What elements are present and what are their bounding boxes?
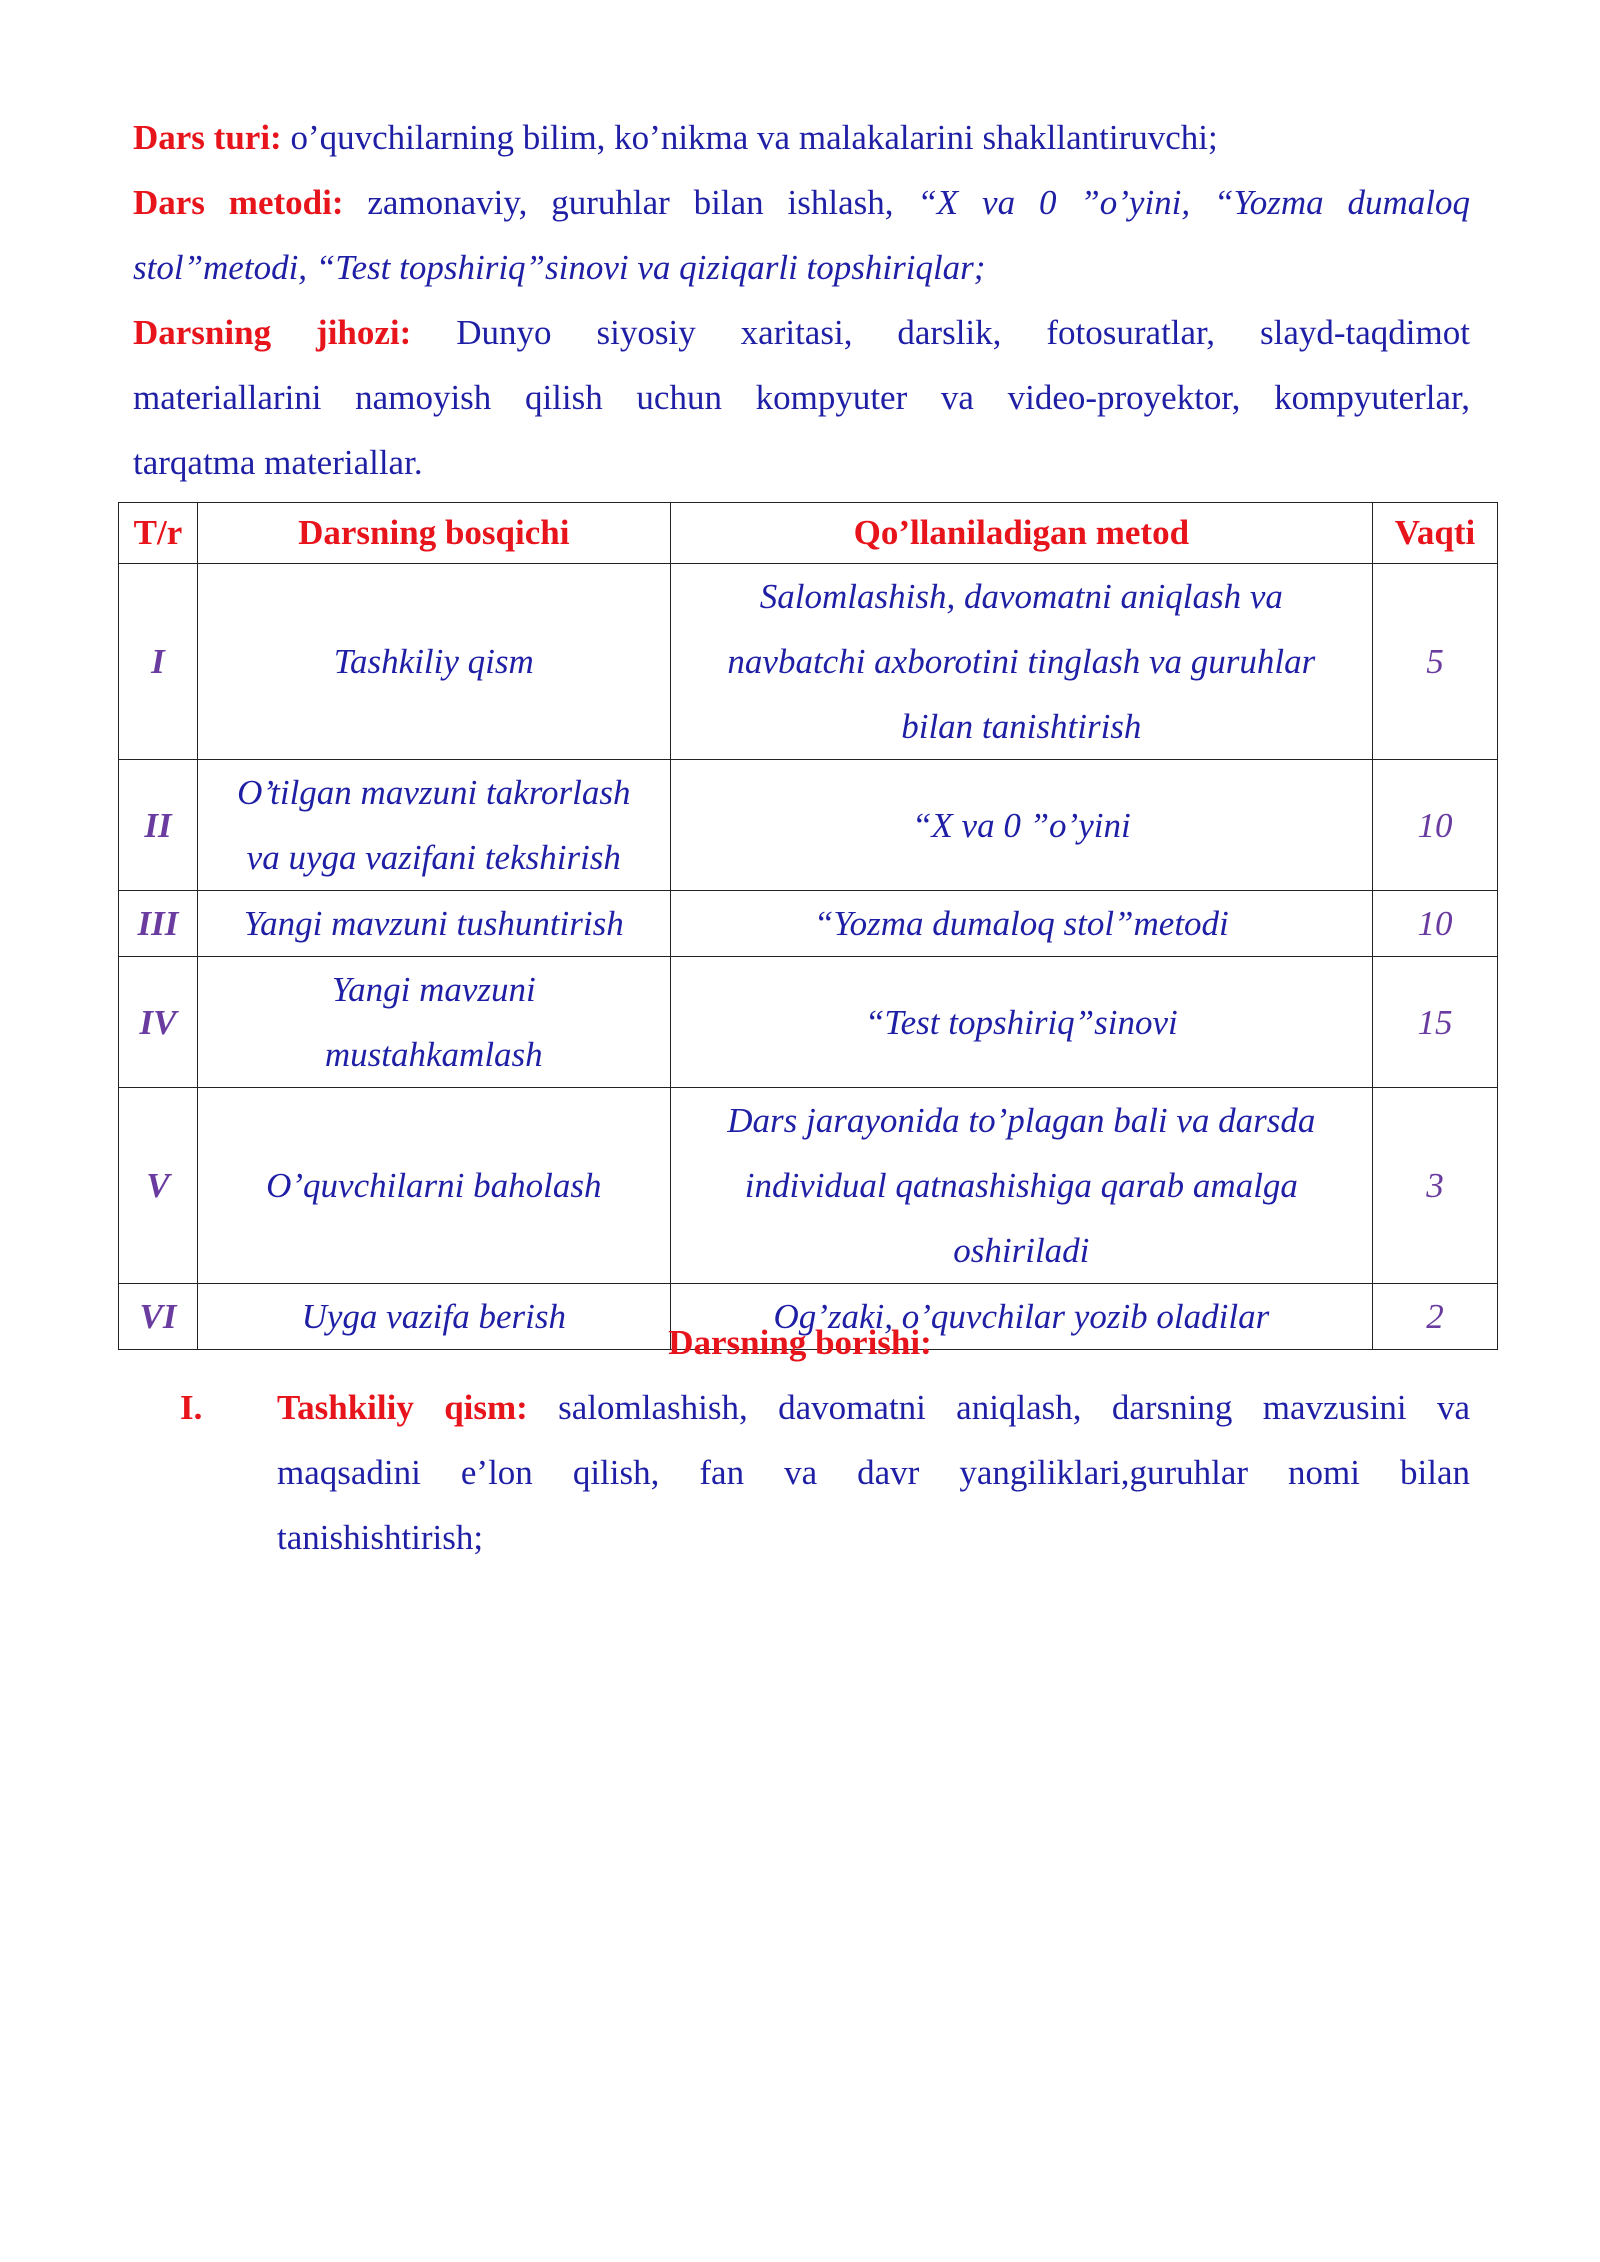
row-stage bbox=[197, 564, 670, 760]
method-line: Og’zaki, o’quvchilar yozib oladilar bbox=[773, 1297, 1270, 1336]
stage-line: O’quvchilarni baholash bbox=[266, 1166, 602, 1205]
equipment-text-1: Dunyo siyosiy xaritasi, darslik, fotosuratlar, slayd-taqdimot bbox=[411, 313, 1470, 352]
row-number: III bbox=[119, 891, 198, 957]
row-time: 15 bbox=[1373, 957, 1498, 1088]
method-line: “X va 0 ”o’yini bbox=[911, 805, 1131, 845]
row-number: IV bbox=[119, 957, 198, 1088]
method-text: zamonaviy, guruhlar bilan ishlash, bbox=[343, 183, 918, 222]
item-label: Tashkiliy qism: bbox=[277, 1388, 528, 1427]
row-time: 3 bbox=[1373, 1088, 1498, 1284]
method-line: navbatchi axborotini tinglash va guruhlar bbox=[727, 642, 1316, 681]
section-title: Darsning borishi: bbox=[668, 1323, 932, 1362]
item-text-1: salomlashish, davomatni aniqlash, darsning mavzusini va bbox=[527, 1388, 1471, 1427]
stage-line: va uyga vazifani tekshirish bbox=[246, 838, 621, 877]
table-row bbox=[119, 564, 1498, 760]
lesson-plan-table bbox=[118, 502, 1498, 1350]
item-line-1 bbox=[277, 1375, 1470, 1440]
method-text-italic-2: stol”metodi, “Test topshiriq”sinovi va qiziqarli topshiriqlar; bbox=[133, 248, 986, 287]
equipment-paragraph-line1 bbox=[133, 300, 1470, 365]
method-text-italic-1: “X va 0 ”o’yini, “Yozma dumaloq bbox=[917, 183, 1470, 222]
method-line: Dars jarayonida to’plagan bali va darsda bbox=[727, 1101, 1316, 1140]
lesson-type-paragraph bbox=[133, 105, 1470, 170]
item-line-3: tanishishtirish; bbox=[277, 1518, 484, 1557]
row-number: VI bbox=[119, 1284, 198, 1350]
header-stage: Darsning bosqichi bbox=[197, 503, 670, 564]
equipment-paragraph-line2 bbox=[133, 365, 1470, 430]
stage-line: Yangi mavzuni tushuntirish bbox=[243, 904, 624, 943]
method-line: Salomlashish, davomatni aniqlash va bbox=[759, 577, 1283, 616]
document-page bbox=[133, 105, 1470, 495]
stage-line: Tashkiliy qism bbox=[333, 642, 534, 681]
table-row bbox=[119, 760, 1498, 891]
equipment-label: Darsning jihozi: bbox=[133, 313, 412, 352]
row-time: 10 bbox=[1373, 891, 1498, 957]
row-number: V bbox=[119, 1088, 198, 1284]
row-stage bbox=[197, 1088, 670, 1284]
table-row bbox=[119, 957, 1498, 1088]
equipment-text-2: materiallarini namoyish qilish uchun kompyuter va video-proyektor, kompyuterlar, bbox=[133, 378, 1470, 417]
equipment-paragraph-line3 bbox=[133, 430, 1470, 495]
header-time: Vaqti bbox=[1373, 503, 1498, 564]
method-line: “Yozma dumaloq stol”metodi bbox=[813, 904, 1229, 943]
stage-line: Uyga vazifa berish bbox=[301, 1297, 567, 1336]
row-method bbox=[670, 891, 1372, 957]
method-paragraph-line2 bbox=[133, 235, 1470, 300]
method-line: “Test topshiriq”sinovi bbox=[864, 1002, 1178, 1042]
item-body bbox=[277, 1375, 1470, 1570]
method-label: Dars metodi: bbox=[133, 183, 344, 222]
row-method bbox=[670, 760, 1372, 891]
row-stage bbox=[197, 760, 670, 891]
row-method bbox=[670, 564, 1372, 760]
row-number: I bbox=[119, 564, 198, 760]
item-line-2: maqsadini e’lon qilish, fan va davr yangiliklari,guruhlar nomi bilan bbox=[277, 1453, 1470, 1492]
row-time: 5 bbox=[1373, 564, 1498, 760]
row-time: 10 bbox=[1373, 760, 1498, 891]
method-line: bilan tanishtirish bbox=[901, 707, 1142, 746]
header-method: Qo’llaniladigan metod bbox=[670, 503, 1372, 564]
row-stage bbox=[197, 891, 670, 957]
table-row bbox=[119, 891, 1498, 957]
progress-item bbox=[180, 1375, 1470, 1570]
lesson-type-label: Dars turi: bbox=[133, 118, 282, 157]
stage-line: O’tilgan mavzuni takrorlash bbox=[237, 773, 631, 812]
item-number: I. bbox=[180, 1388, 203, 1427]
row-method bbox=[670, 957, 1372, 1088]
equipment-text-3: tarqatma materiallar. bbox=[133, 443, 423, 482]
lesson-type-text: o’quvchilarning bilim, ko’nikma va malakalarini shakllantiruvchi; bbox=[281, 118, 1218, 157]
method-line: oshiriladi bbox=[953, 1231, 1090, 1270]
method-paragraph-line1 bbox=[133, 170, 1470, 235]
table-header-row bbox=[119, 503, 1498, 564]
stage-line: Yangi mavzuni bbox=[331, 970, 536, 1009]
row-number: II bbox=[119, 760, 198, 891]
stage-line: mustahkamlash bbox=[324, 1035, 543, 1074]
header-number: T/r bbox=[119, 503, 198, 564]
table-row bbox=[119, 1088, 1498, 1284]
row-method bbox=[670, 1088, 1372, 1284]
method-line: individual qatnashishiga qarab amalga bbox=[744, 1166, 1298, 1205]
row-stage bbox=[197, 957, 670, 1088]
row-time: 2 bbox=[1373, 1284, 1498, 1350]
